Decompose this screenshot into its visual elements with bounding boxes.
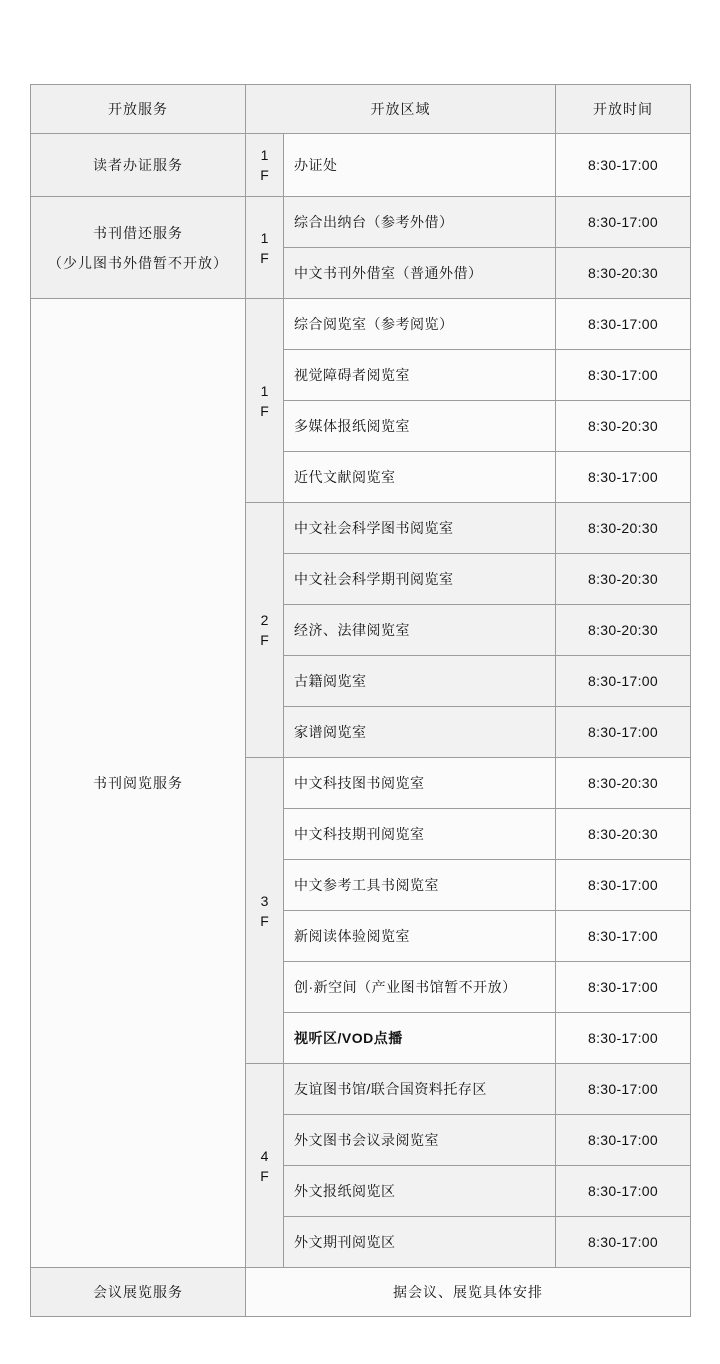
service-cell-conference: 会议展览服务 xyxy=(31,1268,246,1317)
time-cell: 8:30-17:00 xyxy=(556,1064,691,1115)
time-cell: 8:30-17:00 xyxy=(556,299,691,350)
time-cell: 8:30-20:30 xyxy=(556,248,691,299)
area-cell: 外文期刊阅览区 xyxy=(284,1217,556,1268)
area-cell: 多媒体报纸阅览室 xyxy=(284,401,556,452)
time-cell: 8:30-20:30 xyxy=(556,605,691,656)
area-cell: 视听区/VOD点播 xyxy=(284,1013,556,1064)
time-cell: 8:30-17:00 xyxy=(556,1115,691,1166)
header-area: 开放区域 xyxy=(246,85,556,134)
area-cell: 友谊图书馆/联合国资料托存区 xyxy=(284,1064,556,1115)
header-service: 开放服务 xyxy=(31,85,246,134)
conference-note: 据会议、展览具体安排 xyxy=(246,1268,691,1317)
area-cell: 创·新空间（产业图书馆暂不开放） xyxy=(284,962,556,1013)
time-cell: 8:30-17:00 xyxy=(556,1166,691,1217)
time-cell: 8:30-20:30 xyxy=(556,809,691,860)
time-cell: 8:30-17:00 xyxy=(556,134,691,197)
floor-cell-4f: 4 F xyxy=(246,1064,284,1268)
time-cell: 8:30-17:00 xyxy=(556,656,691,707)
opening-hours-table xyxy=(30,84,691,1317)
area-cell: 办证处 xyxy=(284,134,556,197)
area-cell: 综合阅览室（参考阅览） xyxy=(284,299,556,350)
service-cell-lending: 书刊借还服务 （少儿图书外借暂不开放） xyxy=(31,197,246,299)
table-row xyxy=(31,134,691,197)
time-cell: 8:30-17:00 xyxy=(556,452,691,503)
area-cell: 综合出纳台（参考外借） xyxy=(284,197,556,248)
area-cell: 外文图书会议录阅览室 xyxy=(284,1115,556,1166)
area-cell: 视觉障碍者阅览室 xyxy=(284,350,556,401)
area-cell: 古籍阅览室 xyxy=(284,656,556,707)
area-cell: 中文科技图书阅览室 xyxy=(284,758,556,809)
time-cell: 8:30-17:00 xyxy=(556,860,691,911)
table-row xyxy=(31,299,691,350)
area-cell: 中文社会科学期刊阅览室 xyxy=(284,554,556,605)
floor-cell-1f-c: 1 F xyxy=(246,299,284,503)
time-cell: 8:30-17:00 xyxy=(556,197,691,248)
area-cell: 中文书刊外借室（普通外借） xyxy=(284,248,556,299)
time-cell: 8:30-17:00 xyxy=(556,1217,691,1268)
service-cell-reading: 书刊阅览服务 xyxy=(31,299,246,1268)
table-row xyxy=(31,1268,691,1317)
table-body xyxy=(31,134,691,1317)
table-header-row xyxy=(31,85,691,134)
floor-cell-3f: 3 F xyxy=(246,758,284,1064)
area-cell: 中文科技期刊阅览室 xyxy=(284,809,556,860)
floor-cell-1f-b: 1 F xyxy=(246,197,284,299)
area-cell: 中文参考工具书阅览室 xyxy=(284,860,556,911)
area-cell: 家谱阅览室 xyxy=(284,707,556,758)
service-cell-card: 读者办证服务 xyxy=(31,134,246,197)
time-cell: 8:30-20:30 xyxy=(556,503,691,554)
area-cell: 近代文献阅览室 xyxy=(284,452,556,503)
header-time: 开放时间 xyxy=(556,85,691,134)
area-cell: 外文报纸阅览区 xyxy=(284,1166,556,1217)
time-cell: 8:30-20:30 xyxy=(556,401,691,452)
time-cell: 8:30-17:00 xyxy=(556,1013,691,1064)
time-cell: 8:30-20:30 xyxy=(556,554,691,605)
area-cell: 中文社会科学图书阅览室 xyxy=(284,503,556,554)
time-cell: 8:30-20:30 xyxy=(556,758,691,809)
area-cell: 经济、法律阅览室 xyxy=(284,605,556,656)
floor-cell-1f-a: 1 F xyxy=(246,134,284,197)
time-cell: 8:30-17:00 xyxy=(556,911,691,962)
time-cell: 8:30-17:00 xyxy=(556,707,691,758)
time-cell: 8:30-17:00 xyxy=(556,350,691,401)
floor-cell-2f: 2 F xyxy=(246,503,284,758)
area-cell: 新阅读体验阅览室 xyxy=(284,911,556,962)
table-header xyxy=(31,85,691,134)
table-row xyxy=(31,197,691,248)
time-cell: 8:30-17:00 xyxy=(556,962,691,1013)
